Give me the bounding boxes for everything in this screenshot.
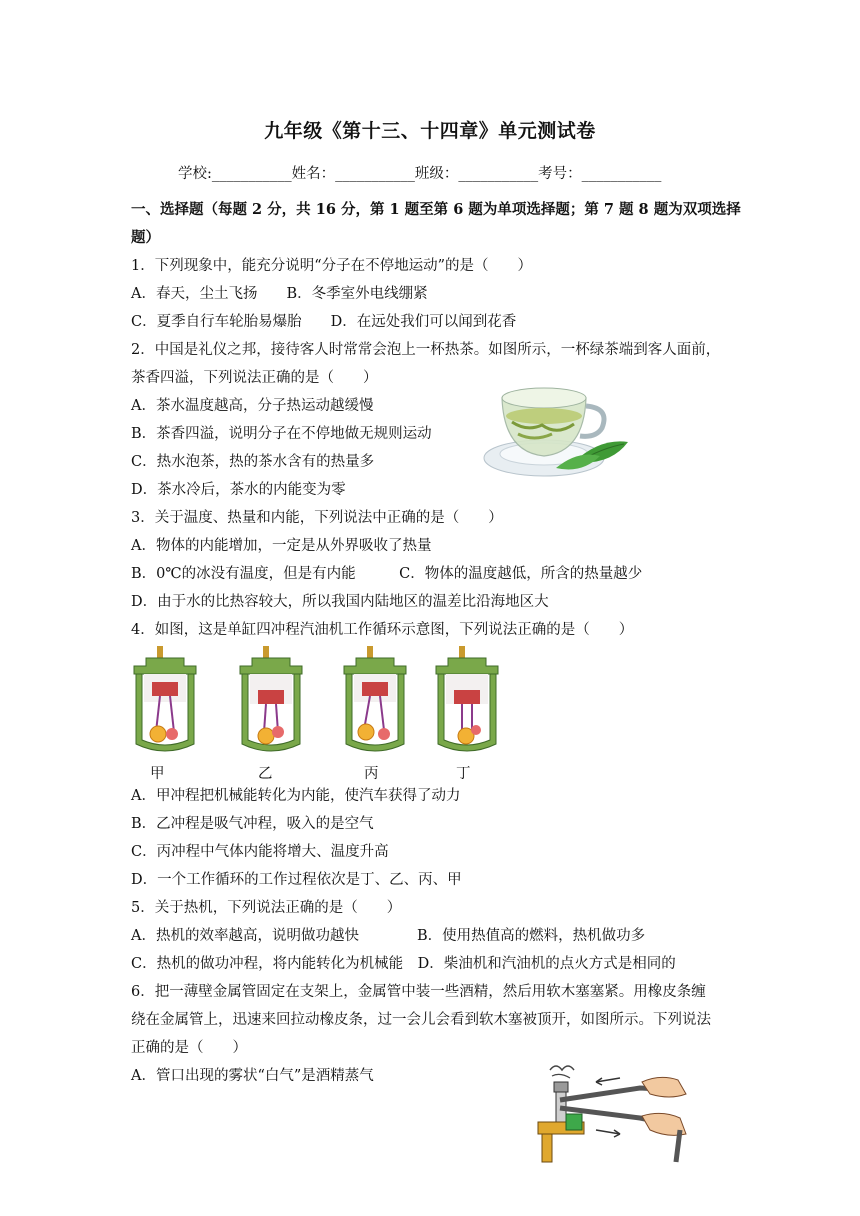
q6-stem: 6．把一薄壁金属管固定在支架上，金属管中装一些酒精，然后用软木塞塞紧。用橡皮条缠 [131, 984, 706, 1000]
q4-stem: 4．如图，这是单缸四冲程汽油机工作循环示意图，下列说法正确的是（ ） [131, 622, 634, 638]
q1-stem: 1．下列现象中，能充分说明“分子在不停地运动”的是（ ） [131, 258, 533, 274]
q4-option-b: B．乙冲程是吸气冲程，吸入的是空气 [131, 816, 374, 832]
student-info-line: 学校:___________姓名：___________班级：___________考号：___________ [178, 166, 662, 182]
engine-diagram-ding [432, 644, 502, 759]
caption-ding: 丁 [456, 766, 471, 782]
q4-option-d: D．一个工作循环的工作过程依次是丁、乙、丙、甲 [131, 872, 462, 888]
engine-diagram-yi [236, 644, 306, 759]
q2-stem-cont: 茶香四溢，下列说法正确的是（ ） [131, 370, 378, 386]
engine-diagram-jia [130, 644, 200, 759]
q4-option-c: C．丙冲程中气体内能将增大、温度升高 [131, 844, 389, 860]
metal-tube-experiment-image [530, 1060, 700, 1165]
page-title: 九年级《第十三、十四章》单元测试卷 [264, 120, 596, 142]
q6-stem-cont: 绕在金属管上，迅速来回拉动橡皮条，过一会儿会看到软木塞被顶开，如图所示。下列说法 [131, 1012, 711, 1028]
section-heading-cont: 题） [131, 229, 160, 246]
q1-options-cd: C．夏季自行车轮胎易爆胎 D．在远处我们可以闻到花香 [131, 314, 517, 330]
q2-option-c: C．热水泡茶，热的茶水含有的热量多 [131, 454, 375, 470]
q3-options-bc: B．0℃的冰没有温度，但是有内能 C．物体的温度越低，所含的热量越少 [131, 566, 643, 582]
q5-options-cd: C．热机的做功冲程，将内能转化为机械能 D．柴油机和汽油机的点火方式是相同的 [131, 956, 676, 972]
section-heading: 一、选择题（每题 2 分，共 16 分，第 1 题至第 6 题为单项选择题；第 7 题 8 题为双项选择 [131, 201, 741, 218]
q4-option-a: A．甲冲程把机械能转化为内能，使汽车获得了动力 [131, 788, 461, 804]
q2-option-d: D．茶水冷后，茶水的内能变为零 [131, 482, 346, 498]
q3-stem: 3．关于温度、热量和内能，下列说法中正确的是（ ） [131, 510, 503, 526]
q1-options-ab: A．春天，尘土飞扬 B．冬季室外电线绷紧 [131, 286, 428, 302]
q5-options-ab: A．热机的效率越高，说明做功越快 B．使用热值高的燃料，热机做功多 [131, 928, 646, 944]
caption-yi: 乙 [258, 766, 273, 782]
q3-option-d: D．由于水的比热容较大，所以我国内陆地区的温差比沿海地区大 [131, 594, 549, 610]
q3-option-a: A．物体的内能增加，一定是从外界吸收了热量 [131, 538, 432, 554]
q2-option-a: A．茶水温度越高，分子热运动越缓慢 [131, 398, 374, 414]
tea-cup-image [482, 370, 632, 485]
engine-diagram-bing [340, 644, 410, 759]
q2-option-b: B．茶香四溢，说明分子在不停地做无规则运动 [131, 426, 432, 442]
caption-bing: 丙 [364, 766, 379, 782]
q6-option-a: A．管口出现的雾状“白气”是酒精蒸气 [131, 1068, 374, 1084]
q2-stem: 2．中国是礼仪之邦，接待客人时常常会泡上一杯热茶。如图所示，一杯绿茶端到客人面前， [131, 342, 721, 358]
q5-stem: 5．关于热机，下列说法正确的是（ ） [131, 900, 402, 916]
caption-jia: 甲 [150, 766, 165, 782]
q6-stem-cont2: 正确的是（ ） [131, 1040, 247, 1056]
